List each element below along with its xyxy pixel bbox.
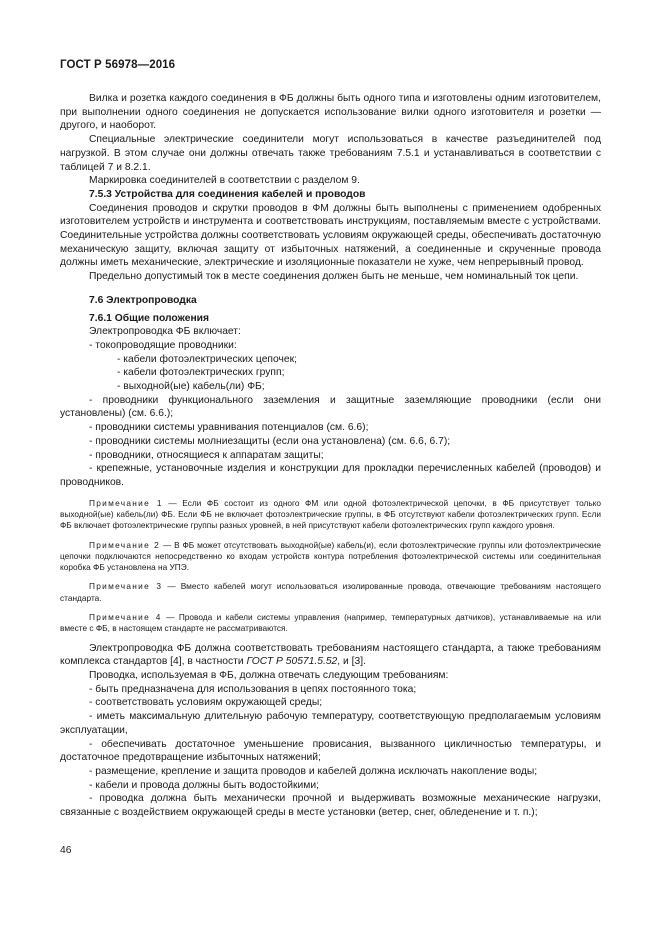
document-body bbox=[60, 92, 601, 820]
sub-list-item: - кабели фотоэлектрических групп; bbox=[117, 367, 285, 379]
list-item: - проводники системы молниезащиты (если она установлена) (см. 6.6, 6.7); bbox=[89, 435, 451, 447]
section-heading-7-6: 7.6 Электропроводка bbox=[89, 294, 197, 306]
paragraph: Электропроводка ФБ включает: bbox=[89, 326, 241, 338]
list-item: - проводники системы уравнивания потенциалов (см. 6.6); bbox=[89, 422, 369, 434]
list-item: - токопроводящие проводники: bbox=[89, 339, 237, 351]
paragraph-text: , и [3]. bbox=[337, 656, 366, 668]
page-number: 46 bbox=[60, 845, 72, 856]
paragraph: Специальные электрические соединители могут использоваться в качестве разъединителей под нагрузкой. В этом случае они должны отвечать также требованиям 7.5.1 и устанавливаться в соответствии с таблицей 7 и 8.2.1. bbox=[60, 134, 601, 173]
list-item: - проводники функционального заземления и защитные заземляющие проводники (если они установлены) (см. 6.6.); bbox=[60, 394, 601, 420]
note-2 bbox=[60, 540, 601, 574]
note-1 bbox=[60, 498, 601, 532]
paragraph: Предельно допустимый ток в месте соединения должен быть не меньше, чем номинальный ток цепи. bbox=[89, 271, 579, 283]
paragraph: Проводка, используемая в ФБ, должна отвечать следующим требованиям: bbox=[89, 670, 449, 682]
paragraph bbox=[60, 642, 601, 669]
note-label: Примечание 2 bbox=[89, 539, 161, 550]
document-header: ГОСТ Р 56978—2016 bbox=[60, 59, 176, 71]
sub-list-item: - выходной(ые) кабель(ли) ФБ; bbox=[117, 381, 265, 393]
paragraph: Вилка и розетка каждого соединения в ФБ должны быть одного типа и изготовлены одним изготовителем, при выполнении одного соединения не допускается использование вилки одного изготовителя и розетки — другого, и наоборот. bbox=[60, 93, 601, 132]
section-heading-7-6-1: 7.6.1 Общие положения bbox=[89, 312, 209, 324]
standard-reference: ГОСТ Р 50571.5.52 bbox=[246, 656, 338, 668]
list-item: - размещение, крепление и защита проводов и кабелей должна исключать накопление воды; bbox=[89, 765, 538, 777]
note-text: — Провода и кабели системы управления (например, температурных датчиков), устанавливаемые на или вместе с ФБ, в настоящем стандарте не рассматриваются. bbox=[60, 612, 601, 634]
note-text: — Если ФБ состоит из одного ФМ или одной фотоэлектрической цепочки, в ФБ присутствует только выходной(ые) кабель(ли) ФБ. Если ФБ не включает фотоэлектрические группы, в ФБ отсутствуют кабели фотоэлектрических групп. Если ФБ включает фотоэлектрические группы разных уровней, в ней присутствуют кабели фотоэлектрических групп каждого уровня. bbox=[60, 497, 601, 531]
note-text: — В ФБ может отсутствовать выходной(ые) кабель(и), если фотоэлектрические группы или фотоэлектрические цепочки подключаются непосредственно ко входам устройств контура потребления фотоэлектрической системы или соединительная коробка ФБ установлена на УПЭ. bbox=[60, 539, 602, 573]
note-label: Примечание 1 bbox=[89, 497, 163, 508]
note-text: — Вместо кабелей могут использоваться изолированные провода, отвечающие требованиям настоящего стандарта. bbox=[60, 581, 601, 603]
list-item: - быть предназначена для использования в цепях постоянного тока; bbox=[89, 683, 417, 695]
paragraph: Соединения проводов и скрутки проводов в ФМ должны быть выполнены с применением одобренных изготовителем устройств и инструмента и соответствовать инструкциям, поставляемым вместе с устройствами. Соединительные устройства должны соответствовать условиям окружающей среды, обеспечивать достаточную механическую защиту, включая защиту от избыточных натяжений, а соединенные и скрученные провода должны иметь механические, электрические и изоляционные показатели не хуже, чем непрерывный провод. bbox=[60, 202, 601, 269]
list-item: - иметь максимальную длительную рабочую температуру, соответствующую предполагаемым условиям эксплуатации, bbox=[60, 711, 601, 736]
note-4 bbox=[60, 612, 601, 635]
note-3 bbox=[60, 581, 601, 604]
paragraph-text: Электропроводка ФБ должна соответствовать требованиям настоящего стандарта, а также требованиям комплекса стандартов [4], в частности bbox=[60, 642, 601, 668]
section-heading-7-5-3: 7.5.3 Устройства для соединения кабелей и проводов bbox=[89, 188, 366, 200]
note-label: Примечание 3 bbox=[89, 581, 163, 592]
list-item: - кабели и провода должны быть водостойкими; bbox=[89, 779, 319, 791]
note-label: Примечание 4 bbox=[89, 612, 162, 623]
list-item: - крепежные, установочные изделия и конструкции для прокладки перечисленных кабелей (проводов) и проводников. bbox=[60, 463, 601, 488]
list-item: - обеспечивать достаточное уменьшение провисания, вызванного цикличностью температуры, и достаточное предотвращение избыточных натяжений; bbox=[60, 738, 601, 764]
paragraph: Маркировка соединителей в соответствии с разделом 9. bbox=[89, 175, 360, 187]
list-item: - соответствовать условиям окружающей среды; bbox=[89, 697, 323, 709]
sub-list-item: - кабели фотоэлектрических цепочек; bbox=[117, 353, 297, 365]
list-item: - проводники, относящиеся к аппаратам защиты; bbox=[89, 449, 324, 461]
list-item: - проводка должна быть механически прочной и выдерживать возможные механические нагрузки, связанные с воздействием окружающей среды в месте установки (ветер, снег, обледенение и т. п.); bbox=[60, 793, 601, 819]
